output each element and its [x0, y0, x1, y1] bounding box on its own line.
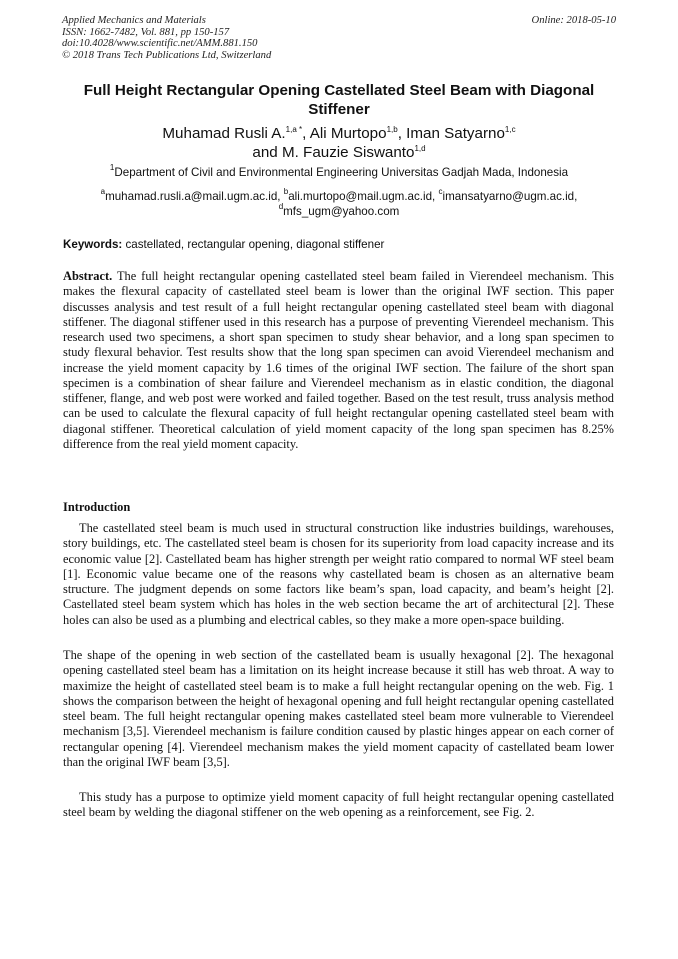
author-separator: ,	[397, 125, 407, 142]
journal-name: Applied Mechanics and Materials	[62, 15, 206, 26]
author-list	[55, 124, 623, 162]
affiliation-text: Department of Civil and Environmental Engineering Universitas Gadjah Mada, Indonesia	[114, 166, 569, 179]
online-date: Online: 2018-05-10	[531, 15, 616, 26]
email-link[interactable]: muhamad.rusli.a@mail.ugm.ac.id,	[105, 190, 284, 203]
email-mark: b	[283, 187, 289, 196]
author-affil-mark: 1,d	[414, 144, 426, 153]
affiliation-mark: 1	[109, 163, 115, 172]
keywords-text: castellated, rectangular opening, diagonal stiffener	[122, 238, 385, 251]
author-name: Muhamad Rusli A.	[162, 125, 286, 142]
email-mark: d	[278, 202, 284, 211]
email-mark: a	[100, 187, 106, 196]
author-affil-mark: 1,c	[504, 125, 516, 134]
author-name: Ali Murtopo	[309, 125, 387, 142]
doi-line: doi:10.4028/www.scientific.net/AMM.881.150	[62, 38, 258, 49]
email-link[interactable]: imansatyarno@ugm.ac.id,	[442, 190, 578, 203]
journal-header	[62, 15, 271, 61]
email-mark: c	[438, 187, 443, 196]
copyright-line: © 2018 Trans Tech Publications Ltd, Switzerland	[62, 49, 272, 61]
abstract-text: The full height rectangular opening castellated steel beam failed in Vierendeel mechanism. This makes the flexural capacity of castellated steel beam is lower than the original IWF section. This paper discusses analysis and test result of a full height rectangular opening castellated steel beam with diagonal stiffener. The diagonal stiffener used in this research has a purpose of preventing Vierendeel mechanism. This research used two specimens, a short span specimen to study shear behavior, and a long span specimen to study flexural behavior. Test results show that the long span specimen can avoid Vierendeel mechanism and increase the yield moment capacity by 1.6 times of the original IWF section. The failure of the short span specimen is a combination of shear failure and Vierendeel mechanism as in elastic condition, the diagonal stiffener, flange, and web post were worked and failed together. Based on the test result, truss analysis method can be used to calculate the flexural capacity of full height rectangular opening castellated steel beam with diagonal stiffener. Theoretical calculation of yield moment capacity of the long span specimen has 8.25% difference from the real yield moment capacity.	[63, 269, 614, 451]
intro-paragraph: This study has a purpose to optimize yield moment capacity of full height rectangular opening castellated steel beam by welding the diagonal stiffener on the web opening as a reinforcement, see Fig. 2.	[63, 790, 614, 820]
paper-title: Full Height Rectangular Opening Castellated Steel Beam with Diagonal Stiffener	[83, 82, 595, 118]
author-affil-mark: 1,a *	[285, 125, 303, 134]
email-link[interactable]: mfs_ugm@yahoo.com	[283, 205, 400, 218]
email-list	[55, 189, 623, 219]
abstract-label: Abstract.	[63, 269, 113, 283]
keywords-label: Keywords:	[63, 238, 123, 251]
affiliation	[55, 163, 623, 180]
abstract	[63, 269, 614, 452]
intro-paragraph: The castellated steel beam is much used in structural construction like industries buildings, warehouses, story buildings, etc. The castellated steel beam is chosen for its superiority from load capacity increase and its economic value [2]. Castellated beam has higher strength per weight ratio compared to normal WF steel beam [1]. Economic value became one of the reasons why castellated beam is chosen as an alternative beam structure. The judgment depends on some factors like beam’s span, load capacity, and beam’s height [2]. Castellated steel beam system which has holes in the web section became the art of architectural [2]. These holes can also be used as a plumbing and electrical cables, so they make a more open-space building.	[63, 521, 614, 627]
section-heading-introduction: Introduction	[63, 500, 131, 514]
author-affil-mark: 1,b	[386, 125, 398, 134]
author-separator: ,	[302, 125, 310, 142]
issn-line: ISSN: 1662-7482, Vol. 881, pp 150-157	[62, 26, 230, 38]
keywords	[63, 238, 384, 252]
author-name: Iman Satyarno	[406, 125, 505, 142]
author-name: and M. Fauzie Siswanto	[252, 144, 415, 161]
email-link[interactable]: ali.murtopo@mail.ugm.ac.id,	[288, 190, 439, 203]
intro-paragraph: The shape of the opening in web section of the castellated beam is usually hexagonal [2]. The hexagonal opening castellated steel beam has a limitation on its height increase because it still has web throat. A way to maximize the height of castellated steel beam is to make a full height rectangular opening on the web. Fig. 1 shows the comparison between the height of hexagonal opening and full height rectangular opening castellated steel beam. The full height rectangular opening makes castellated steel beam more vulnerable to Vierendeel mechanism [3,5]. Vierendeel mechanism is failure condition caused by plastic hinges appear on each corner of rectangular opening [4]. Vierendeel mechanism makes the yield moment capacity of castellated beam lower than the original IWF beam [3,5].	[63, 648, 614, 769]
